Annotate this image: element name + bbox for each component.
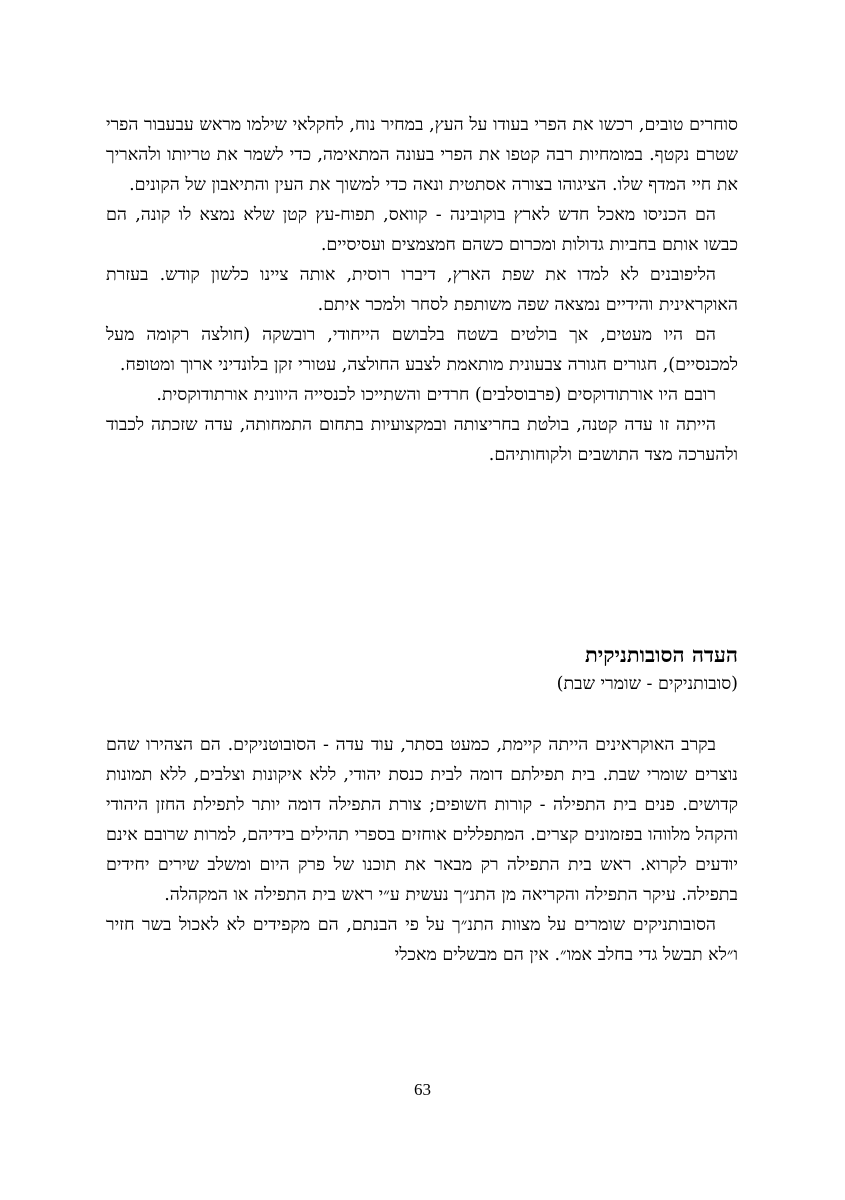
section-subheading: (סובותניקים - שומרי שבת) — [556, 674, 738, 694]
paragraph: בקרב האוקראינים הייתה קיימת, כמעט בסתר, עוד עדה - הסובוטניקים. הם הצהירו שהם נוצרים שומרי שבת. בית תפילתם דומה לבית כנסת יהודי, ללא איקונות וצלבים, ללא תמונות קדושים. פנים בית התפילה - קורות חשופים; צורת התפילה דומה יותר לתפילת החזן היהודי והקהל מלווהו בפזמונים קצרים. המתפללים אוחזים בספרי תהילים בידיהם, למרות שרובם אינם יודעים לקרוא. ראש בית התפילה רק מבאר את תוכנו של פרק היום ומשלב שירים יחידים בתפילה. עיקר התפילה והקריאה מן התנ״ך נעשית ע״י ראש בית התפילה או המקהלה. — [106, 735, 738, 905]
paragraph: הסובותניקים שומרים על מצוות התנ״ך על פי הבנתם, הם מקפידים לא לאכול בשר חזיר ו״לא תבשל גדי בחלב אמו״. אין הם מבשלים מאכלי — [106, 915, 738, 965]
paragraph: הם הכניסו מאכל חדש לארץ בוקובינה - קוואס, תפוח-עץ קטן שלא נמצא לו קונה, הם כבשו אותם בחביות גדולות ומכרום כשהם חמצמצים ועסיסיים. — [106, 205, 738, 255]
paragraph: הליפובנים לא למדו את שפת הארץ, דיברו רוסית, אותה ציינו כלשון קודש. בעזרת האוקראינית והידיים נמצאה שפה משותפת לסחר ולמכר איתם. — [106, 265, 738, 315]
paragraph: הם היו מעטים, אך בולטים בשטח בלבושם הייחודי, רובשקה (חולצה רקומה מעל למכנסיים), חגורים חגורה צבעונית מותאמת לצבע החולצה, עטורי זקן בלונדיני ארוך ומטופח. — [106, 325, 738, 375]
top-text-block — [106, 110, 738, 470]
bottom-text-block — [106, 730, 738, 970]
page-number: 63 — [414, 1080, 431, 1099]
paragraph: רובם היו אורתודוקסים (פרבוסלבים) חרדים והשתייכו לכנסייה היוונית אורתודוקסית. — [156, 385, 716, 405]
section-header — [106, 640, 738, 698]
section-heading: העדה הסובותניקית — [584, 642, 738, 667]
paragraph: הייתה זו עדה קטנה, בולטת בחריצותה ובמקצועיות בתחום התמחותה, עדה שזכתה לכבוד ולהערכה מצד התושבים ולקוחותיהם. — [106, 415, 738, 465]
paragraph: סוחרים טובים, רכשו את הפרי בעודו על העץ, במחיר נוח, לחקלאי שילמו מראש עבעבור הפרי שטרם נקטף. במומחיות רבה קטפו את הפרי בעונה המתאימה, כדי לשמר את טריותו ולהאריך את חיי המדף שלו. הציגוהו בצורה אסתטית ונאה כדי למשוך את העין והתיאבון של הקונים. — [106, 115, 738, 195]
